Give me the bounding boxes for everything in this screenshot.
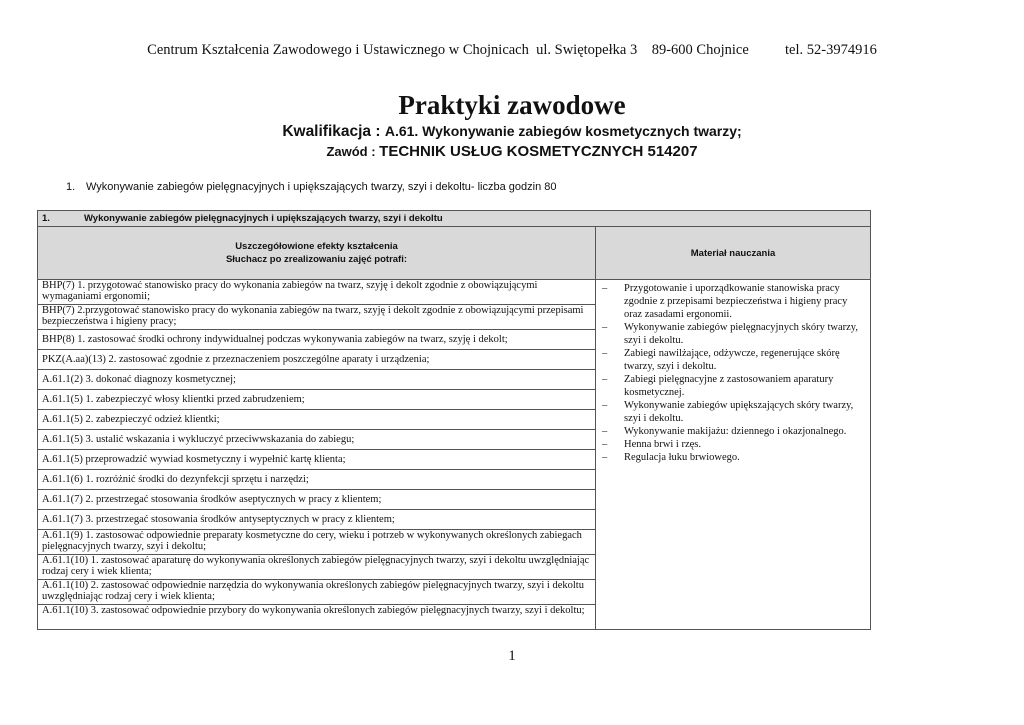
effect-cell: A.61.1(5) przeprowadzić wywiad kosmetyczny i wypełnić kartę klienta; [38,450,596,470]
effect-cell: A.61.1(5) 2. zabezpieczyć odzież klientki; [38,410,596,430]
material-item: – Zabiegi nawilżające, odżywcze, regenerujące skórę twarzy, szyi i dekoltu. [602,348,840,372]
material-item: – Zabiegi pielęgnacyjne z zastosowaniem aparatury kosmetycznej. [602,374,834,398]
table-row [38,280,871,305]
effects-header-line1: Uszczegółowione efekty kształcenia [235,241,398,252]
material-item: – Henna brwi i rzęs. [602,439,701,450]
profession-line [0,143,1024,160]
qualification-line [0,123,1024,141]
material-column-header: Materiał nauczania [596,227,871,280]
material-item: – Regulacja łuku brwiowego. [602,452,740,463]
intro-item [66,181,556,193]
effect-cell: A.61.1(7) 3. przestrzegać stosowania środków antyseptycznych w pracy z klientem; [38,510,596,530]
page-number: 1 [508,648,516,664]
effect-cell: BHP(7) 1. przygotować stanowisko pracy do wykonania zabiegów na twarz, szyję i dekolt zgodnie z obowiązującymi wymaganiami ergonomii; [38,280,596,305]
effect-cell: BHP(8) 1. zastosować środki ochrony indywidualnej podczas wykonywania zabiegów na twarz, szyję i dekolt; [38,330,596,350]
material-item: – Wykonywanie zabiegów pielęgnacyjnych skóry twarzy, szyi i dekoltu. [602,322,858,346]
effect-cell: A.61.1(7) 2. przestrzegać stosowania środków aseptycznych w pracy z klientem; [38,490,596,510]
effect-cell: A.61.1(6) 1. rozróżnić środki do dezynfekcji sprzętu i narzędzi; [38,470,596,490]
intro-number: 1. [66,181,76,193]
qualification-label: Kwalifikacja : [282,123,385,140]
material-item: – Przygotowanie i uporządkowanie stanowiska pracy zgodnie z przepisami bezpieczeństwa i higieny pracy oraz zasadami ergonomii. [602,283,848,320]
effect-cell: A.61.1(5) 3. ustalić wskazania i wykluczyć przeciwwskazania do zabiegu; [38,430,596,450]
dash-icon: – [602,283,608,294]
dash-icon: – [602,439,608,450]
material-cell [596,280,871,630]
effect-cell: A.61.1(10) 3. zastosować odpowiednie przybory do wykonywania określonych zabiegów pielęgnacyjnych twarzy, szyi i dekoltu; [38,605,596,630]
dash-icon: – [602,348,608,359]
material-list [602,282,866,464]
document-header: Centrum Kształcenia Zawodowego i Ustawicznego w Chojnicach ul. Swiętopełka 3 89-600 Chojnice tel. 52-3974916 [147,42,877,58]
section-row [38,211,871,227]
intro-text: Wykonywanie zabiegów pielęgnacyjnych i upiększających twarzy, szyi i dekoltu- liczba godzin 80 [86,181,557,193]
effect-cell: A.61.1(9) 1. zastosować odpowiednie preparaty kosmetyczne do cery, wieku i potrzeb w wykonywanych określonych zabiegach pielęgnacyjnych twarzy, szyi i dekoltu; [38,530,596,555]
material-item: – Wykonywanie zabiegów upiększających skóry twarzy, szyi i dekoltu. [602,400,854,424]
dash-icon: – [602,426,608,437]
effect-cell: A.61.1(10) 1. zastosować aparaturę do wykonywania określonych zabiegów pielęgnacyjnych twarzy, szyi i dekoltu uwzględniając rodzaj cery i wiek klienta; [38,555,596,580]
page-title: Praktyki zawodowe [398,90,626,120]
effect-cell: PKZ(A.aa)(13) 2. zastosować zgodnie z przeznaczeniem poszczególne aparaty i urządzenia; [38,350,596,370]
curriculum-table [37,210,871,630]
section-number: 1. [42,213,50,224]
section-title: Wykonywanie zabiegów pielęgnacyjnych i upiększających twarzy, szyi i dekoltu [84,213,443,224]
effect-cell: A.61.1(5) 1. zabezpieczyć włosy klientki przed zabrudzeniem; [38,390,596,410]
dash-icon: – [602,374,608,385]
section-cell [38,211,871,227]
effects-header-line2: Słuchacz po zrealizowaniu zajęć potrafi: [225,254,408,265]
column-header-row [38,227,871,280]
material-item: – Wykonywanie makijażu: dziennego i okazjonalnego. [602,426,847,437]
profession-value: TECHNIK USŁUG KOSMETYCZNYCH 514207 [379,143,698,160]
dash-icon: – [602,452,608,463]
effect-cell: A.61.1(10) 2. zastosować odpowiednie narzędzia do wykonywania określonych zabiegów pielęgnacyjnych twarzy, szyi i dekoltu uwzględniając rodzaj cery i wiek klienta; [38,580,596,605]
qualification-value: A.61. Wykonywanie zabiegów kosmetycznych twarzy; [384,123,742,139]
dash-icon: – [602,400,608,411]
effects-column-header [38,227,596,280]
dash-icon: – [602,322,608,333]
profession-label: Zawód : [326,144,380,159]
effect-cell: A.61.1(2) 3. dokonać diagnozy kosmetycznej; [38,370,596,390]
effect-cell: BHP(7) 2.przygotować stanowisko pracy do wykonania zabiegów na twarz, szyję i dekolt zgodnie z obowiązującymi przepisami bezpieczeństwa i higieny pracy; [38,305,596,330]
